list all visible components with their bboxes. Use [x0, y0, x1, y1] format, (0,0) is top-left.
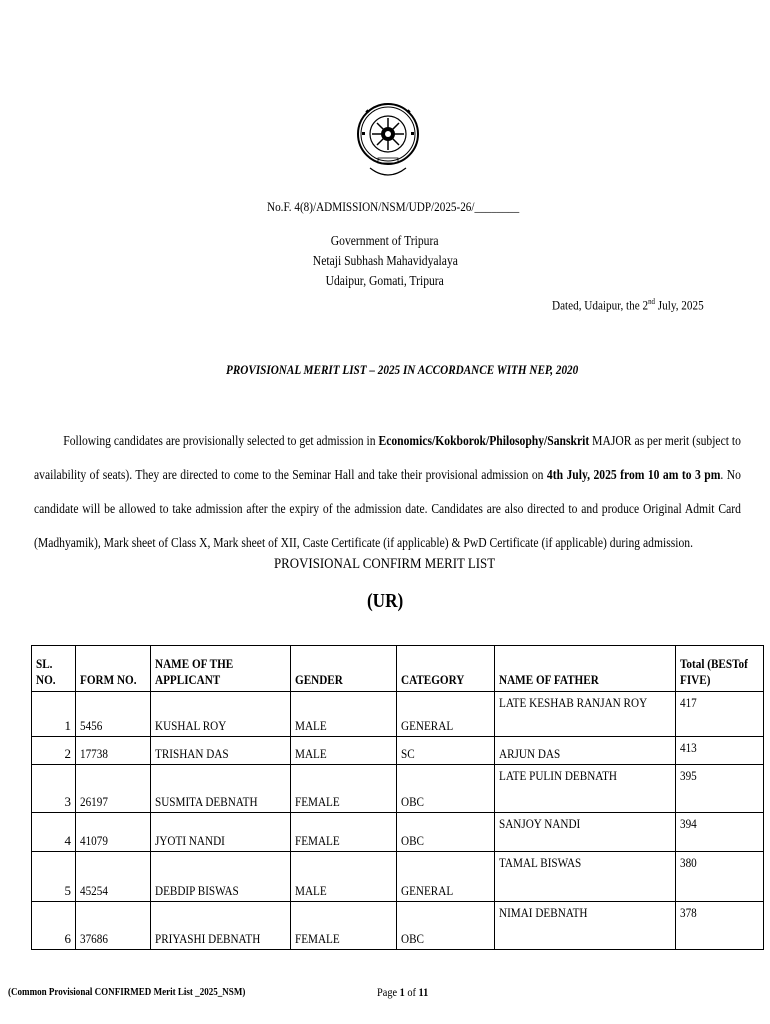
- table-row: [32, 765, 764, 813]
- cell-sl: 5: [32, 852, 76, 902]
- cell-father: NIMAI DEBNATH: [494, 902, 675, 950]
- cell-father: TAMAL BISWAS: [494, 852, 675, 902]
- subjects: Economics/Kokborok/Philosophy/Sanskrit: [378, 433, 590, 448]
- cell-category: OBC: [396, 902, 494, 950]
- cell-total: 395: [675, 765, 763, 813]
- list-title: PROVISIONAL CONFIRM MERIT LIST: [274, 556, 496, 572]
- cell-gender: FEMALE: [290, 765, 396, 813]
- header-form-no: FORM NO.: [76, 646, 151, 692]
- header-category: CATEGORY: [396, 646, 494, 692]
- cell-name: JYOTI NANDI: [150, 813, 290, 852]
- instructions-paragraph: Following candidates are provisionally selected to get admission in Economics/Kokborok/Philosophy/Sanskrit MAJOR as per merit (subject to availability of seats). They are directed to come to the Seminar Hall and take their provisional admission on 4th July, 2025 from 10 am to 3 pm. No candidate will be allowed to take admission after the expiry of the admission date. Candidates are also directed to and produce Original Admit Card (Madhyamik), Mark sheet of Class X, Mark sheet of XII, Caste Certificate (if applicable) & PwD Certificate (if applicable) during admission.: [34, 433, 741, 550]
- cell-form: 41079: [76, 813, 151, 852]
- table-row: [32, 692, 764, 737]
- cell-gender: MALE: [290, 692, 396, 737]
- cell-form: 37686: [76, 902, 151, 950]
- header-sl: SL. NO.: [32, 646, 76, 692]
- header-father: NAME OF FATHER: [494, 646, 675, 692]
- admission-date-time: 4th July, 2025 from 10 am to 3 pm: [546, 467, 721, 482]
- cell-gender: FEMALE: [290, 813, 396, 852]
- table-row: [32, 737, 764, 765]
- cell-sl: 3: [32, 765, 76, 813]
- cell-name: TRISHAN DAS: [150, 737, 290, 765]
- date-line: Dated, Udaipur, the 2nd July, 2025: [552, 297, 704, 313]
- merit-table: [31, 645, 764, 950]
- cell-form: 17738: [76, 737, 151, 765]
- government-line: Government of Tripura: [331, 233, 439, 248]
- header-total: Total (BESTof FIVE): [675, 646, 763, 692]
- cell-father: ARJUN DAS: [494, 737, 675, 765]
- cell-father: LATE KESHAB RANJAN ROY: [494, 692, 675, 737]
- cell-category: SC: [396, 737, 494, 765]
- page-number: Page 1 of 11: [377, 985, 429, 999]
- table-row: [32, 852, 764, 902]
- cell-total: 378: [675, 902, 763, 950]
- cell-name: DEBDIP BISWAS: [150, 852, 290, 902]
- cell-form: 26197: [76, 765, 151, 813]
- table-row: [32, 813, 764, 852]
- cell-father: SANJOY NANDI: [494, 813, 675, 852]
- college-address: Udaipur, Gomati, Tripura: [325, 273, 445, 288]
- cell-total: 394: [675, 813, 763, 852]
- cell-gender: MALE: [290, 852, 396, 902]
- cell-sl: 1: [32, 692, 76, 737]
- cell-form: 5456: [76, 692, 151, 737]
- cell-father: LATE PULIN DEBNATH: [494, 765, 675, 813]
- reference-number: No.F. 4(8)/ADMISSION/NSM/UDP/2025-26/________: [267, 199, 520, 214]
- cell-name: SUSMITA DEBNATH: [150, 765, 290, 813]
- cell-total: 380: [675, 852, 763, 902]
- college-name: Netaji Subhash Mahavidyalaya: [312, 253, 458, 268]
- cell-total: 417: [675, 692, 763, 737]
- cell-sl: 6: [32, 902, 76, 950]
- cell-category: GENERAL: [396, 852, 494, 902]
- header-applicant: NAME OF THE APPLICANT: [150, 646, 290, 692]
- cell-gender: FEMALE: [290, 902, 396, 950]
- category-title: (UR): [366, 590, 404, 612]
- cell-category: OBC: [396, 765, 494, 813]
- table-row: [32, 902, 764, 950]
- cell-form: 45254: [76, 852, 151, 902]
- cell-category: GENERAL: [396, 692, 494, 737]
- cell-name: KUSHAL ROY: [150, 692, 290, 737]
- cell-category: OBC: [396, 813, 494, 852]
- college-seal-logo: [356, 92, 420, 184]
- cell-total: 413: [675, 737, 763, 765]
- footer-document-label: (Common Provisional CONFIRMED Merit List _2025_NSM): [8, 987, 246, 998]
- cell-sl: 4: [32, 813, 76, 852]
- merit-list-heading: PROVISIONAL MERIT LIST – 2025 IN ACCORDANCE WITH NEP, 2020: [226, 362, 579, 377]
- header-gender: GENDER: [290, 646, 396, 692]
- cell-sl: 2: [32, 737, 76, 765]
- table-header-row: [32, 646, 764, 692]
- letterhead: [0, 231, 770, 291]
- cell-name: PRIYASHI DEBNATH: [150, 902, 290, 950]
- cell-gender: MALE: [290, 737, 396, 765]
